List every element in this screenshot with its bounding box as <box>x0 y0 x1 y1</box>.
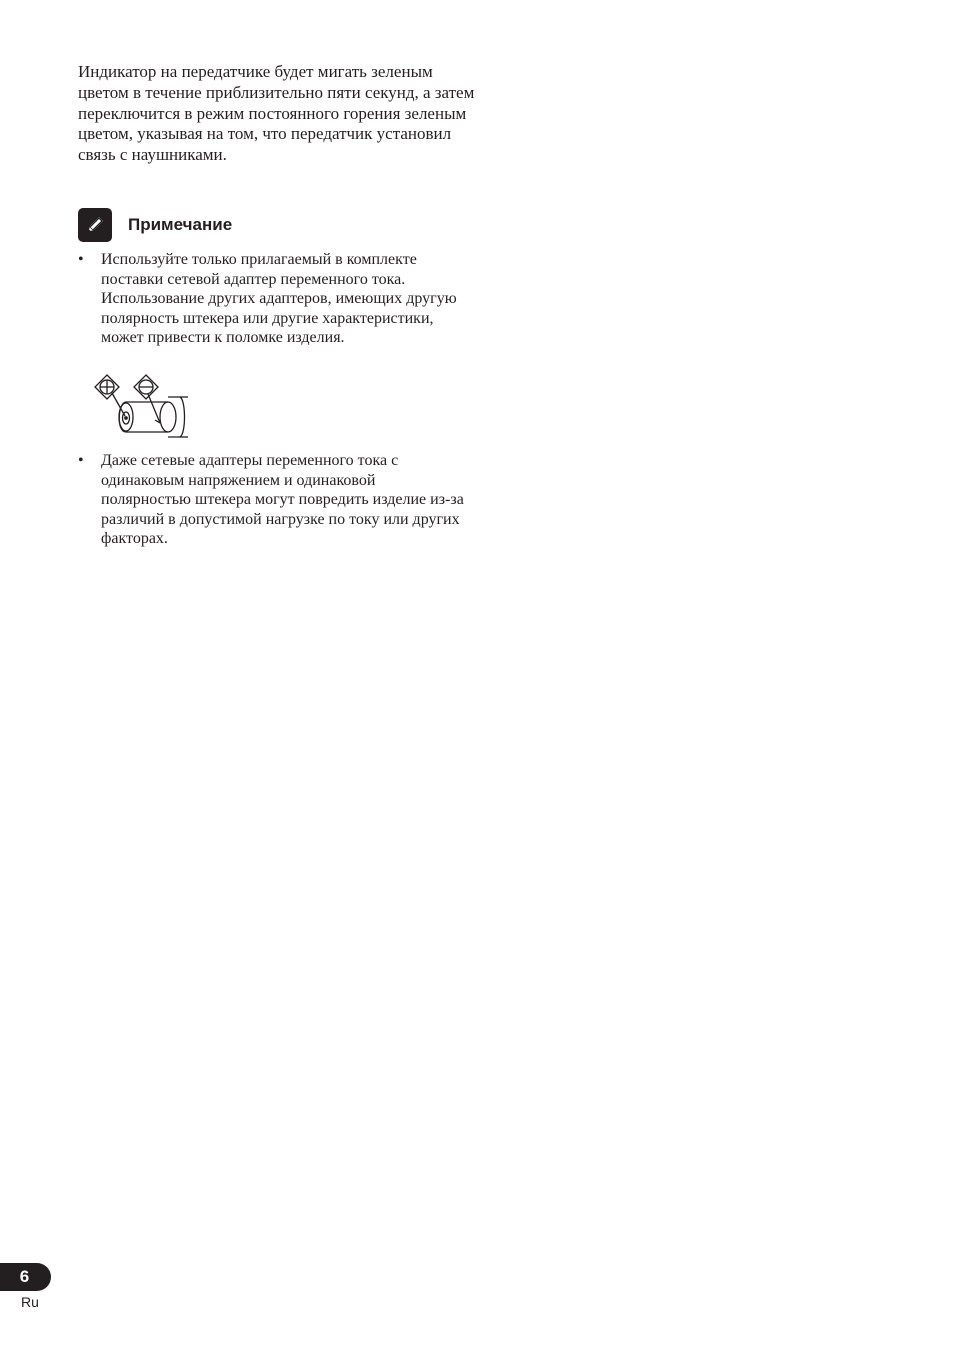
note-bullet-item <box>78 250 468 348</box>
page-number-tab: 6 <box>0 1263 51 1291</box>
note-bullet-text: Используйте только прилагаемый в комплекте поставки сетевой адаптер переменного тока. Использование других адаптеров, имеющих другую полярность штекера или другие характеристики, может привести к поломке изделия. <box>101 251 457 346</box>
pencil-icon <box>78 208 112 242</box>
bullet-marker: • <box>78 452 84 469</box>
note-title: Примечание <box>128 215 233 234</box>
bullet-marker: • <box>78 251 84 268</box>
note-header <box>78 208 232 242</box>
page-language-label: Ru <box>21 1294 39 1310</box>
intro-paragraph: Индикатор на передатчике будет мигать зеленым цветом в течение приблизительно пяти секунд, а затем переключится в режим постоянного горения зеленым цветом, указывая на том, что передатчик установил связь с наушниками. <box>78 62 475 165</box>
note-bullet-item <box>78 451 468 549</box>
note-bullet-text: Даже сетевые адаптеры переменного тока с одинаковым напряжением и одинаковой полярностью штекера могут повредить изделие из-за различий в допустимой нагрузке по току или других факторах. <box>101 452 464 547</box>
plug-polarity-diagram <box>92 372 196 446</box>
